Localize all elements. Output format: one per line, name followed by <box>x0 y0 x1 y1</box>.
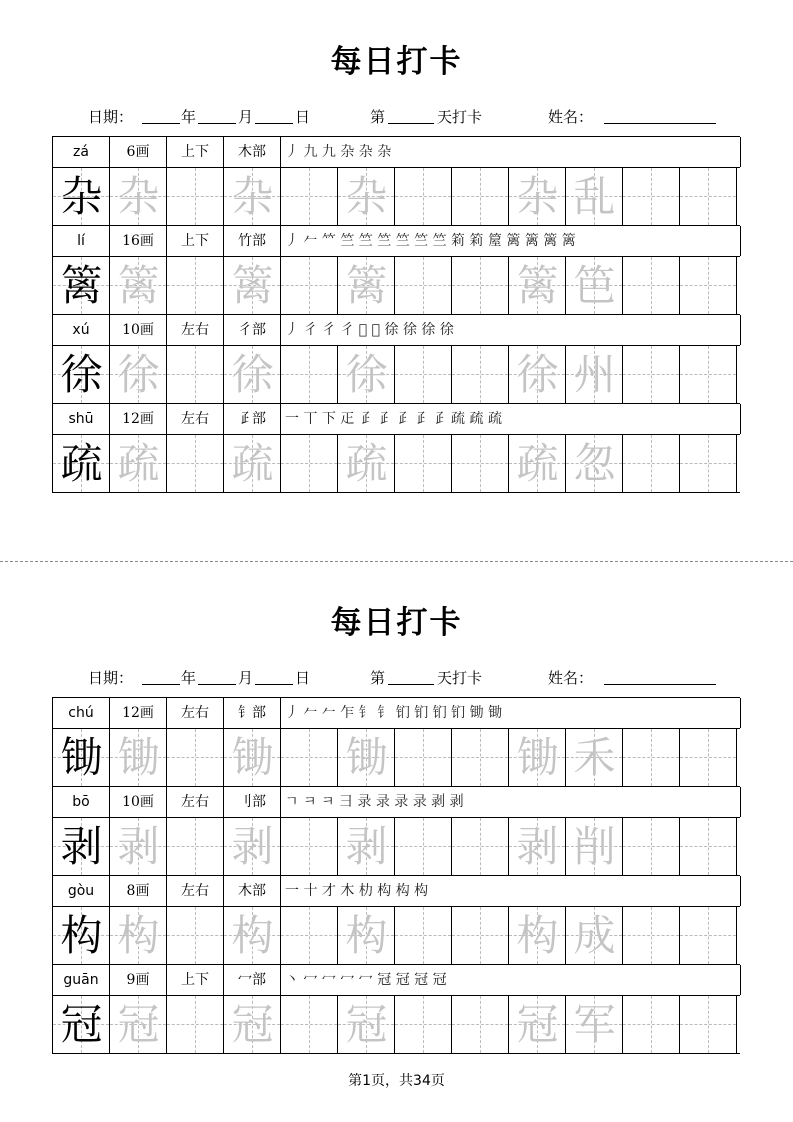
tian-cell[interactable] <box>338 435 395 492</box>
tian-cell[interactable] <box>680 435 737 492</box>
tian-cell[interactable] <box>167 168 224 225</box>
radical: 竹部 <box>224 226 281 256</box>
tian-cell[interactable] <box>224 907 281 964</box>
tian-cell[interactable] <box>53 346 110 403</box>
tian-cell[interactable] <box>338 818 395 875</box>
trace-char: 篱 <box>117 261 160 310</box>
page-footer: 第1页，共34页 <box>348 1073 445 1089</box>
tian-cell[interactable] <box>509 907 566 964</box>
tian-cell[interactable] <box>680 168 737 225</box>
tian-cell[interactable] <box>623 996 680 1053</box>
pinyin: zá <box>53 137 110 167</box>
trace-char: 锄 <box>345 733 388 782</box>
year-label: 年 <box>181 108 197 126</box>
word-char: 州 <box>573 350 616 399</box>
tian-cell[interactable] <box>452 168 509 225</box>
name-blank[interactable] <box>604 123 716 124</box>
date-label: 日期： <box>88 108 134 126</box>
stroke-count: 9画 <box>110 965 167 995</box>
tian-cell[interactable] <box>53 996 110 1053</box>
stroke-count: 16画 <box>110 226 167 256</box>
tian-cell[interactable] <box>452 818 509 875</box>
tian-cell[interactable] <box>623 168 680 225</box>
tian-cell[interactable] <box>53 729 110 786</box>
trace-char: 疏 <box>345 439 388 488</box>
year-label: 年 <box>181 669 197 687</box>
stroke-count: 6画 <box>110 137 167 167</box>
radical: 𤴔部 <box>224 404 281 434</box>
tian-cell[interactable] <box>509 729 566 786</box>
pinyin: guān <box>53 965 110 995</box>
tian-cell[interactable] <box>281 257 338 314</box>
trace-char: 篱 <box>345 261 388 310</box>
structure: 上下 <box>167 137 224 167</box>
tian-cell[interactable] <box>623 346 680 403</box>
practice-row <box>53 996 740 1054</box>
tian-cell[interactable] <box>167 257 224 314</box>
tian-cell[interactable] <box>167 818 224 875</box>
trace-char: 疏 <box>117 439 160 488</box>
word-char: 禾 <box>573 733 616 782</box>
tian-cell[interactable] <box>566 435 623 492</box>
tian-cell[interactable] <box>281 168 338 225</box>
tian-cell[interactable] <box>281 435 338 492</box>
tian-cell[interactable] <box>395 435 452 492</box>
tian-cell[interactable] <box>110 907 167 964</box>
tian-cell[interactable] <box>338 907 395 964</box>
trace-char: 徐 <box>117 350 160 399</box>
tian-cell[interactable] <box>110 168 167 225</box>
practice-row <box>53 435 740 493</box>
tian-cell[interactable] <box>224 435 281 492</box>
stroke-order: 丿 𠂉 𥫗 竺 竺 竺 竺 竺 竺 筣 筣 箼 篱 篱 篱 篱 <box>281 226 741 256</box>
trace-char: 徐 <box>345 350 388 399</box>
tian-cell[interactable] <box>509 168 566 225</box>
trace-char: 徐 <box>231 350 274 399</box>
radical: 彳部 <box>224 315 281 345</box>
tian-cell[interactable] <box>566 168 623 225</box>
stroke-order: 丿 九 九 杂 杂 杂 <box>281 137 741 167</box>
cut-line <box>0 561 793 562</box>
tian-cell[interactable] <box>224 996 281 1053</box>
trace-char: 构 <box>231 911 274 960</box>
stroke-count: 10画 <box>110 787 167 817</box>
tian-cell[interactable] <box>395 257 452 314</box>
tian-cell[interactable] <box>623 729 680 786</box>
tian-cell[interactable] <box>338 346 395 403</box>
model-char: 冠 <box>60 1000 103 1049</box>
tian-cell[interactable] <box>281 346 338 403</box>
tian-cell[interactable] <box>281 996 338 1053</box>
stroke-order: 一 丅 下 𤴓 𤴔 𤴔 𤴔 𤴔 𤴔 疏 疏 疏 <box>281 404 741 434</box>
tian-cell[interactable] <box>395 818 452 875</box>
model-char: 徐 <box>60 350 103 399</box>
tian-cell[interactable] <box>110 257 167 314</box>
char-info-row <box>53 787 740 818</box>
date-label: 日期： <box>88 669 134 687</box>
tian-cell[interactable] <box>167 996 224 1053</box>
tian-cell[interactable] <box>680 257 737 314</box>
radical: 刂部 <box>224 787 281 817</box>
model-char: 构 <box>60 911 103 960</box>
tian-cell[interactable] <box>452 435 509 492</box>
char-info-row <box>53 226 740 257</box>
structure: 左右 <box>167 404 224 434</box>
practice-grid <box>52 136 740 493</box>
trace-char: 构 <box>516 911 559 960</box>
year-blank[interactable] <box>142 684 180 685</box>
trace-char: 冠 <box>117 1000 160 1049</box>
char-info-row <box>53 965 740 996</box>
tian-cell[interactable] <box>395 996 452 1053</box>
trace-char: 冠 <box>345 1000 388 1049</box>
tian-cell[interactable] <box>110 729 167 786</box>
pinyin: lí <box>53 226 110 256</box>
pinyin: gòu <box>53 876 110 906</box>
tian-cell[interactable] <box>566 996 623 1053</box>
tian-cell[interactable] <box>53 168 110 225</box>
trace-char: 杂 <box>117 172 160 221</box>
tian-cell[interactable] <box>452 907 509 964</box>
trace-char: 冠 <box>516 1000 559 1049</box>
trace-char: 剥 <box>117 822 160 871</box>
tian-cell[interactable] <box>509 257 566 314</box>
practice-row <box>53 907 740 965</box>
info-line <box>0 106 793 128</box>
month-blank[interactable] <box>198 123 236 124</box>
tian-cell[interactable] <box>566 818 623 875</box>
month-label: 月 <box>238 108 254 126</box>
tian-cell[interactable] <box>167 346 224 403</box>
tian-cell[interactable] <box>395 907 452 964</box>
tian-cell[interactable] <box>224 346 281 403</box>
char-info-row <box>53 876 740 907</box>
tian-cell[interactable] <box>452 996 509 1053</box>
trace-char: 杂 <box>516 172 559 221</box>
word-char: 军 <box>573 1000 616 1049</box>
tian-cell[interactable] <box>680 996 737 1053</box>
structure: 左右 <box>167 698 224 728</box>
tian-cell[interactable] <box>281 729 338 786</box>
word-char: 乱 <box>573 172 616 221</box>
days-blank[interactable] <box>388 684 434 685</box>
tian-cell[interactable] <box>623 257 680 314</box>
word-char: 笆 <box>573 261 616 310</box>
char-info-row <box>53 698 740 729</box>
char-info-row <box>53 404 740 435</box>
day-blank[interactable] <box>255 123 293 124</box>
trace-char: 杂 <box>345 172 388 221</box>
tian-cell[interactable] <box>623 818 680 875</box>
month-blank[interactable] <box>198 684 236 685</box>
practice-row <box>53 168 740 226</box>
tian-cell[interactable] <box>53 435 110 492</box>
name-label: 姓名： <box>548 108 594 126</box>
tian-cell[interactable] <box>623 907 680 964</box>
trace-char: 徐 <box>516 350 559 399</box>
practice-row <box>53 257 740 315</box>
tian-cell[interactable] <box>167 907 224 964</box>
trace-char: 篱 <box>231 261 274 310</box>
radical: 冖部 <box>224 965 281 995</box>
trace-char: 锄 <box>117 733 160 782</box>
trace-char: 剥 <box>231 822 274 871</box>
year-blank[interactable] <box>142 123 180 124</box>
practice-row <box>53 818 740 876</box>
pinyin: shū <box>53 404 110 434</box>
tian-cell[interactable] <box>53 907 110 964</box>
structure: 左右 <box>167 315 224 345</box>
tian-cell[interactable] <box>395 729 452 786</box>
tian-cell[interactable] <box>680 818 737 875</box>
structure: 左右 <box>167 787 224 817</box>
di-label: 第 <box>370 669 386 687</box>
structure: 上下 <box>167 226 224 256</box>
tian-cell[interactable] <box>509 346 566 403</box>
stroke-count: 12画 <box>110 404 167 434</box>
word-char: 成 <box>573 911 616 960</box>
stroke-count: 12画 <box>110 698 167 728</box>
tian-cell[interactable] <box>680 907 737 964</box>
tian-cell[interactable] <box>338 729 395 786</box>
model-char: 锄 <box>60 733 103 782</box>
trace-char: 锄 <box>231 733 274 782</box>
month-label: 月 <box>238 669 254 687</box>
tian-cell[interactable] <box>224 257 281 314</box>
name-label: 姓名： <box>548 669 594 687</box>
tian-cell[interactable] <box>623 435 680 492</box>
card-title: 每日打卡 <box>330 44 463 80</box>
model-char: 剥 <box>60 822 103 871</box>
char-info-row <box>53 315 740 346</box>
stroke-order: 丿 彳 彳 彳 𢓐 𢓐 徐 徐 徐 徐 <box>281 315 741 345</box>
tian-cell[interactable] <box>281 907 338 964</box>
card-title: 每日打卡 <box>330 605 463 641</box>
stroke-order: 一 十 才 木 朸 构 构 构 <box>281 876 741 906</box>
tian-cell[interactable] <box>110 818 167 875</box>
trace-char: 杂 <box>231 172 274 221</box>
trace-char: 冠 <box>231 1000 274 1049</box>
checkin-label: 天打卡 <box>437 669 483 687</box>
char-info-row <box>53 137 740 168</box>
stroke-order: ㄱ ㅋ ㅋ 彐 录 录 录 录 剥 剥 <box>281 787 741 817</box>
trace-char: 篱 <box>516 261 559 310</box>
tian-cell[interactable] <box>338 168 395 225</box>
trace-char: 构 <box>117 911 160 960</box>
practice-grid <box>52 697 740 1054</box>
stroke-count: 10画 <box>110 315 167 345</box>
info-line <box>0 667 793 689</box>
tian-cell[interactable] <box>110 346 167 403</box>
day-label: 日 <box>295 669 311 687</box>
di-label: 第 <box>370 108 386 126</box>
model-char: 杂 <box>60 172 103 221</box>
tian-cell[interactable] <box>167 435 224 492</box>
model-char: 疏 <box>60 439 103 488</box>
tian-cell[interactable] <box>281 818 338 875</box>
trace-char: 疏 <box>516 439 559 488</box>
tian-cell[interactable] <box>224 168 281 225</box>
tian-cell[interactable] <box>53 257 110 314</box>
stroke-order: 丿 𠂉 𠂉 乍 钅 钅 钔 钔 钔 钔 锄 锄 <box>281 698 741 728</box>
word-char: 削 <box>573 822 616 871</box>
tian-cell[interactable] <box>110 435 167 492</box>
tian-cell[interactable] <box>452 729 509 786</box>
structure: 左右 <box>167 876 224 906</box>
trace-char: 剥 <box>345 822 388 871</box>
tian-cell[interactable] <box>338 257 395 314</box>
tian-cell[interactable] <box>110 996 167 1053</box>
trace-char: 构 <box>345 911 388 960</box>
tian-cell[interactable] <box>509 818 566 875</box>
tian-cell[interactable] <box>452 257 509 314</box>
tian-cell[interactable] <box>338 996 395 1053</box>
days-blank[interactable] <box>388 123 434 124</box>
pinyin: chú <box>53 698 110 728</box>
word-char: 忽 <box>573 439 616 488</box>
radical: 钅部 <box>224 698 281 728</box>
tian-cell[interactable] <box>509 996 566 1053</box>
tian-cell[interactable] <box>566 346 623 403</box>
pinyin: xú <box>53 315 110 345</box>
name-blank[interactable] <box>604 684 716 685</box>
practice-row <box>53 346 740 404</box>
day-blank[interactable] <box>255 684 293 685</box>
trace-char: 锄 <box>516 733 559 782</box>
tian-cell[interactable] <box>566 729 623 786</box>
stroke-order: 丶 冖 冖 冖 冖 冠 冠 冠 冠 <box>281 965 741 995</box>
tian-cell[interactable] <box>680 729 737 786</box>
tian-cell[interactable] <box>566 907 623 964</box>
tian-cell[interactable] <box>53 818 110 875</box>
day-label: 日 <box>295 108 311 126</box>
tian-cell[interactable] <box>566 257 623 314</box>
tian-cell[interactable] <box>395 168 452 225</box>
tian-cell[interactable] <box>167 729 224 786</box>
trace-char: 疏 <box>231 439 274 488</box>
trace-char: 剥 <box>516 822 559 871</box>
tian-cell[interactable] <box>680 346 737 403</box>
tian-cell[interactable] <box>224 818 281 875</box>
tian-cell[interactable] <box>452 346 509 403</box>
structure: 上下 <box>167 965 224 995</box>
radical: 木部 <box>224 876 281 906</box>
tian-cell[interactable] <box>509 435 566 492</box>
tian-cell[interactable] <box>224 729 281 786</box>
radical: 木部 <box>224 137 281 167</box>
model-char: 篱 <box>60 261 103 310</box>
tian-cell[interactable] <box>395 346 452 403</box>
stroke-count: 8画 <box>110 876 167 906</box>
pinyin: bō <box>53 787 110 817</box>
practice-row <box>53 729 740 787</box>
checkin-label: 天打卡 <box>437 108 483 126</box>
